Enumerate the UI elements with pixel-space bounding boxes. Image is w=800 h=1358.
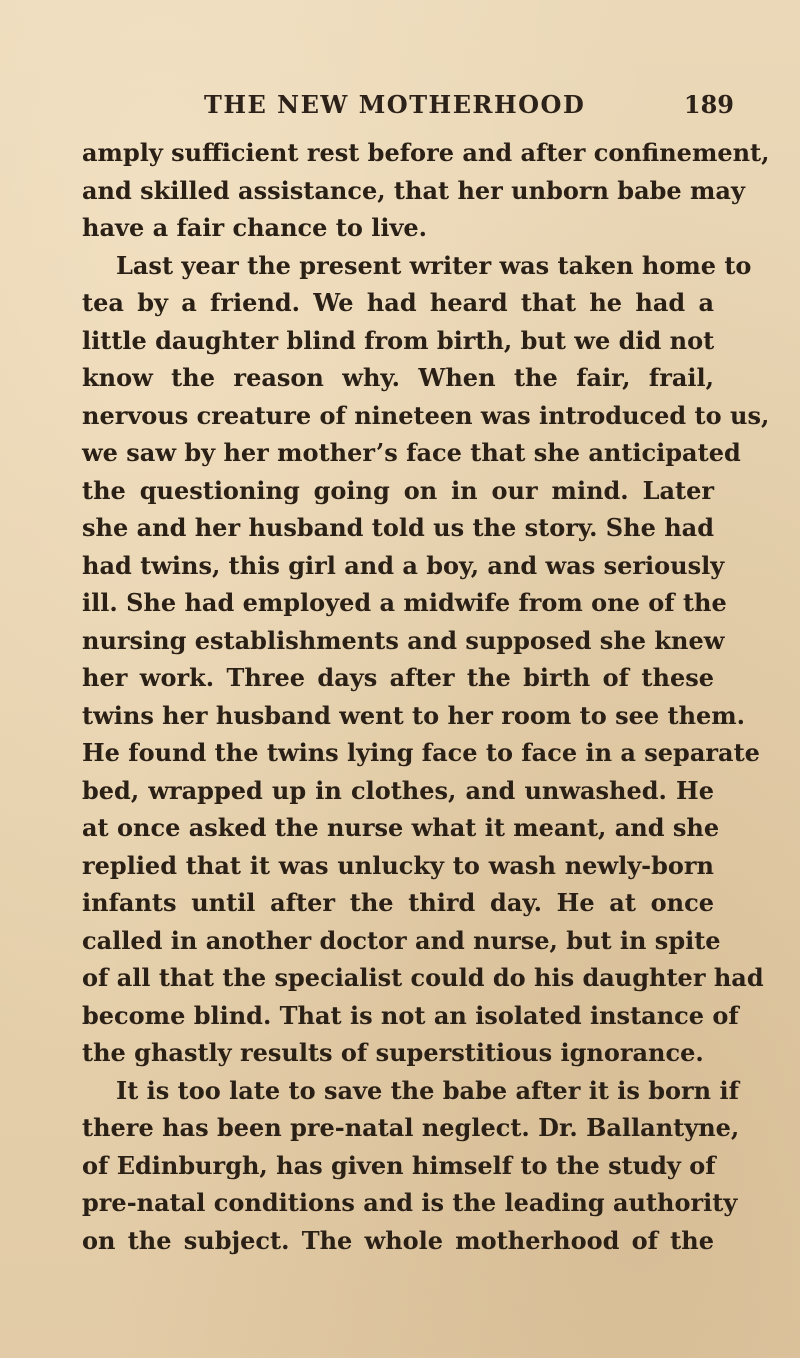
running-title: THE NEW MOTHERHOOD	[204, 90, 586, 119]
text-line: the ghastly results of superstitious ignorance.	[82, 1038, 704, 1067]
text-line: He found the twins lying face to face in a separate	[82, 738, 760, 767]
text-line: nervous creature of nineteen was introduced to us,	[82, 400, 770, 430]
running-head	[204, 90, 734, 130]
text-line: replied that it was unlucky to wash newly-born	[82, 850, 714, 880]
text-line: there has been pre-natal neglect. Dr. Ballantyne,	[82, 1113, 740, 1142]
text-line: bed, wrapped up in clothes, and unwashed. He	[82, 775, 714, 805]
text-line: of Edinburgh, has given himself to the study of	[82, 1150, 716, 1180]
body-text	[82, 134, 770, 1259]
text-line: called in another doctor and nurse, but in spite	[82, 925, 721, 955]
text-line: tea by a friend. We had heard that he had a	[82, 288, 714, 317]
text-line: little daughter blind from birth, but we did not	[82, 325, 715, 355]
text-line: become blind. That is not an isolated instance of	[82, 1000, 739, 1030]
page-number: 189	[683, 90, 734, 119]
text-line: nursing establishments and supposed she knew	[82, 625, 725, 655]
text-line: know the reason why. When the fair, frail,	[82, 363, 714, 392]
text-line: the questioning going on in our mind. Later	[82, 475, 714, 505]
text-line: pre-natal conditions and is the leading authority	[82, 1188, 738, 1217]
text-line: she and her husband told us the story. She had	[82, 513, 714, 542]
text-line: at once asked the nurse what it meant, and she	[82, 813, 720, 842]
text-line: amply sufficient rest before and after confinement,	[82, 138, 770, 167]
text-line: of all that the specialist could do his daughter had	[82, 963, 764, 992]
text-line: Last year the present writer was taken home to	[116, 250, 752, 280]
text-line: have a fair chance to live.	[82, 213, 428, 242]
text-line: her work. Three days after the birth of these	[82, 663, 714, 692]
text-line: ill. She had employed a midwife from one of the	[82, 588, 727, 617]
text-line: and skilled assistance, that her unborn babe may	[82, 175, 745, 205]
text-line: we saw by her mother’s face that she anticipated	[82, 438, 741, 467]
text-line: had twins, this girl and a boy, and was seriously	[82, 550, 725, 580]
text-line: It is too late to save the babe after it is born if	[116, 1075, 739, 1105]
text-line: twins her husband went to her room to see them.	[82, 700, 746, 730]
text-line: infants until after the third day. He at once	[82, 888, 714, 917]
text-line: on the subject. The whole motherhood of the	[82, 1225, 714, 1255]
